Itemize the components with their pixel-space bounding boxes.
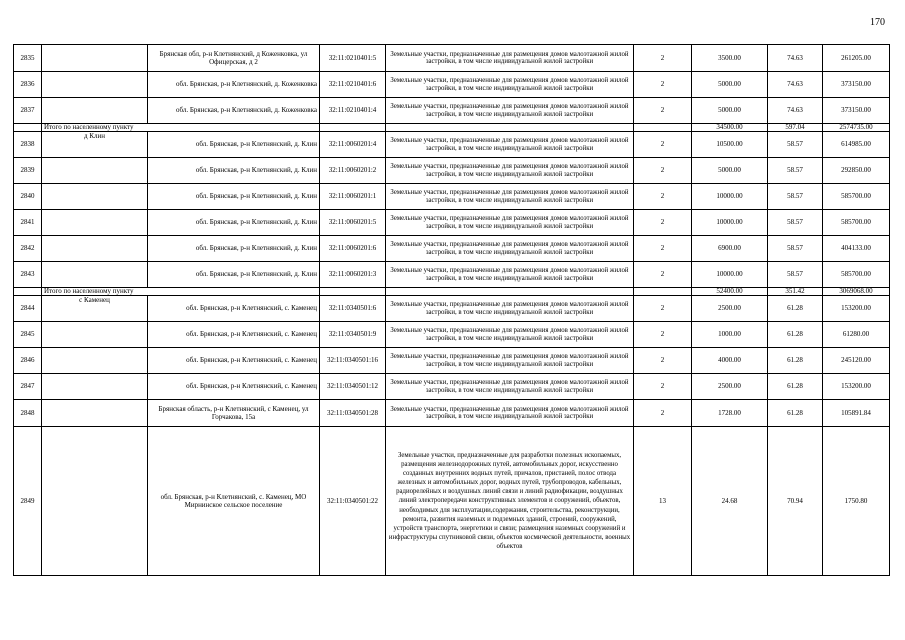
land-use: Земельные участки, предназначенные для размещения домов малоэтажной жилой застройки, в том числе индивидуальной жилой застройки bbox=[386, 322, 634, 348]
page-number: 170 bbox=[870, 17, 885, 28]
land-use: Земельные участки, предназначенные для размещения домов малоэтажной жилой застройки, в том числе индивидуальной жилой застройки bbox=[386, 210, 634, 236]
address: обл. Брянская, р-н Клетнянский, д. Коженковка bbox=[148, 98, 320, 124]
table-row bbox=[14, 296, 890, 322]
land-use-cell bbox=[386, 124, 634, 132]
row-number: 2846 bbox=[14, 348, 42, 374]
rate: 61.28 bbox=[768, 374, 823, 400]
rate: 58.57 bbox=[768, 158, 823, 184]
cadastral-number: 32:11:0340501:12 bbox=[320, 374, 386, 400]
group-cell bbox=[634, 124, 692, 132]
total-area: 34500.00 bbox=[692, 124, 768, 132]
rate: 74.63 bbox=[768, 98, 823, 124]
cadastral-value: 585700.00 bbox=[823, 210, 890, 236]
total-value: 2574735.00 bbox=[823, 124, 890, 132]
land-use: Земельные участки, предназначенные для размещения домов малоэтажной жилой застройки, в том числе индивидуальной жилой застройки bbox=[386, 98, 634, 124]
group-number: 2 bbox=[634, 348, 692, 374]
settlement-name bbox=[42, 400, 148, 427]
address: обл. Брянская, р-н Клетнянский, с. Каменец bbox=[148, 296, 320, 322]
address: обл. Брянская, р-н Клетнянский, с. Каменец bbox=[148, 348, 320, 374]
cadastral-number: 32:11:0060201:4 bbox=[320, 132, 386, 158]
rate: 61.28 bbox=[768, 348, 823, 374]
settlement-name bbox=[42, 158, 148, 184]
land-use: Земельные участки, предназначенные для размещения домов малоэтажной жилой застройки, в том числе индивидуальной жилой застройки bbox=[386, 400, 634, 427]
land-use: Земельные участки, предназначенные для размещения домов малоэтажной жилой застройки, в том числе индивидуальной жилой застройки bbox=[386, 262, 634, 288]
total-rate: 597.04 bbox=[768, 124, 823, 132]
row-number: 2839 bbox=[14, 158, 42, 184]
cadastral-number: 32:11:0060201:2 bbox=[320, 158, 386, 184]
row-number: 2847 bbox=[14, 374, 42, 400]
address: обл. Брянская, р-н Клетнянский, с. Каменец bbox=[148, 374, 320, 400]
total-rate: 351.42 bbox=[768, 288, 823, 296]
group-number: 2 bbox=[634, 72, 692, 98]
rate: 58.57 bbox=[768, 236, 823, 262]
cadastral-number: 32:11:0060201:1 bbox=[320, 184, 386, 210]
rate: 58.57 bbox=[768, 262, 823, 288]
group-number: 2 bbox=[634, 262, 692, 288]
address: обл. Брянская, р-н Клетнянский, д. Клин bbox=[148, 184, 320, 210]
address: обл. Брянская, р-н Клетнянский, с. Каменец bbox=[148, 322, 320, 348]
total-label: Итого по населенному пункту bbox=[42, 124, 320, 132]
table-row bbox=[14, 400, 890, 427]
table-body bbox=[14, 45, 890, 576]
group-number: 2 bbox=[634, 98, 692, 124]
group-number: 2 bbox=[634, 400, 692, 427]
cadastral-value: 1750.80 bbox=[823, 427, 890, 576]
group-number: 2 bbox=[634, 210, 692, 236]
land-use: Земельные участки, предназначенные для размещения домов малоэтажной жилой застройки, в том числе индивидуальной жилой застройки bbox=[386, 348, 634, 374]
area: 2500.00 bbox=[692, 374, 768, 400]
cadastral-value: 585700.00 bbox=[823, 184, 890, 210]
cadastral-value: 261205.00 bbox=[823, 45, 890, 72]
table-row bbox=[14, 322, 890, 348]
group-number: 2 bbox=[634, 236, 692, 262]
settlement-name bbox=[42, 348, 148, 374]
area: 1728.00 bbox=[692, 400, 768, 427]
rate: 58.57 bbox=[768, 132, 823, 158]
cadastral-number: 32:11:0340501:16 bbox=[320, 348, 386, 374]
cadastral-number: 32:11:0340501:28 bbox=[320, 400, 386, 427]
address: обл. Брянская, р-н Клетнянский, д. Коженковка bbox=[148, 72, 320, 98]
settlement-name: д Клин bbox=[42, 132, 148, 158]
settlement-name bbox=[42, 427, 148, 576]
row-number: 2849 bbox=[14, 427, 42, 576]
rate: 74.63 bbox=[768, 72, 823, 98]
rate: 61.28 bbox=[768, 296, 823, 322]
cadastral-value: 105891.84 bbox=[823, 400, 890, 427]
cadastral-value: 153200.00 bbox=[823, 374, 890, 400]
settlement-name bbox=[42, 72, 148, 98]
group-number: 2 bbox=[634, 296, 692, 322]
cadastral-number: 32:11:0340501:9 bbox=[320, 322, 386, 348]
settlement-name bbox=[42, 374, 148, 400]
rate: 58.57 bbox=[768, 184, 823, 210]
cadastral-number-cell bbox=[320, 288, 386, 296]
cadastral-value: 404133.00 bbox=[823, 236, 890, 262]
row-number: 2840 bbox=[14, 184, 42, 210]
address: обл. Брянская, р-н Клетнянский, д. Клин bbox=[148, 210, 320, 236]
table-row bbox=[14, 262, 890, 288]
table-row bbox=[14, 348, 890, 374]
total-label: Итого по населенному пункту bbox=[42, 288, 320, 296]
row-number-cell bbox=[14, 288, 42, 296]
row-number: 2843 bbox=[14, 262, 42, 288]
cadastral-value: 585700.00 bbox=[823, 262, 890, 288]
settlement-name bbox=[42, 236, 148, 262]
area: 5000.00 bbox=[692, 72, 768, 98]
table-row bbox=[14, 236, 890, 262]
cadastral-number: 32:11:0210401:6 bbox=[320, 72, 386, 98]
area: 10500.00 bbox=[692, 132, 768, 158]
group-number: 2 bbox=[634, 158, 692, 184]
cadastral-value: 153200.00 bbox=[823, 296, 890, 322]
area: 24.68 bbox=[692, 427, 768, 576]
area: 10000.00 bbox=[692, 210, 768, 236]
address: обл. Брянская, р-н Клетнянский, д. Клин bbox=[148, 236, 320, 262]
cadastral-number-cell bbox=[320, 124, 386, 132]
land-use-cell bbox=[386, 288, 634, 296]
settlement-name bbox=[42, 98, 148, 124]
area: 5000.00 bbox=[692, 158, 768, 184]
total-area: 52400.00 bbox=[692, 288, 768, 296]
area: 2500.00 bbox=[692, 296, 768, 322]
address: обл. Брянская, р-н Клетнянский, д. Клин bbox=[148, 132, 320, 158]
cadastral-value: 61280.00 bbox=[823, 322, 890, 348]
table-row bbox=[14, 184, 890, 210]
land-use: Земельные участки, предназначенные для размещения домов малоэтажной жилой застройки, в том числе индивидуальной жилой застройки bbox=[386, 236, 634, 262]
table-row bbox=[14, 210, 890, 236]
address: обл. Брянская, р-н Клетнянский, с. Каменец, МО Мирнинское сельское поселение bbox=[148, 427, 320, 576]
group-number: 2 bbox=[634, 184, 692, 210]
row-number: 2841 bbox=[14, 210, 42, 236]
area: 10000.00 bbox=[692, 262, 768, 288]
land-use: Земельные участки, предназначенные для размещения домов малоэтажной жилой застройки, в том числе индивидуальной жилой застройки bbox=[386, 72, 634, 98]
row-number: 2845 bbox=[14, 322, 42, 348]
group-number: 2 bbox=[634, 132, 692, 158]
total-row bbox=[14, 124, 890, 132]
area: 6900.00 bbox=[692, 236, 768, 262]
table-row bbox=[14, 45, 890, 72]
cadastral-number: 32:11:0340501:22 bbox=[320, 427, 386, 576]
cadastral-value: 292850.00 bbox=[823, 158, 890, 184]
area: 1000.00 bbox=[692, 322, 768, 348]
rate: 61.28 bbox=[768, 400, 823, 427]
total-row bbox=[14, 288, 890, 296]
area: 3500.00 bbox=[692, 45, 768, 72]
rate: 61.28 bbox=[768, 322, 823, 348]
cadastral-number: 32:11:0060201:6 bbox=[320, 236, 386, 262]
table-row bbox=[14, 374, 890, 400]
address: обл. Брянская, р-н Клетнянский, д. Клин bbox=[148, 262, 320, 288]
table-row bbox=[14, 132, 890, 158]
table-row bbox=[14, 98, 890, 124]
cadastral-number: 32:11:0060201:3 bbox=[320, 262, 386, 288]
address: обл. Брянская, р-н Клетнянский, д. Клин bbox=[148, 158, 320, 184]
land-use: Земельные участки, предназначенные для размещения домов малоэтажной жилой застройки, в том числе индивидуальной жилой застройки bbox=[386, 374, 634, 400]
row-number: 2848 bbox=[14, 400, 42, 427]
rate: 70.94 bbox=[768, 427, 823, 576]
area: 4000.00 bbox=[692, 348, 768, 374]
rate: 74.63 bbox=[768, 45, 823, 72]
row-number: 2844 bbox=[14, 296, 42, 322]
group-number: 2 bbox=[634, 322, 692, 348]
cadastral-number: 32:11:0340501:6 bbox=[320, 296, 386, 322]
cadastral-value: 245120.00 bbox=[823, 348, 890, 374]
row-number: 2835 bbox=[14, 45, 42, 72]
rate: 58.57 bbox=[768, 210, 823, 236]
cadastral-number: 32:11:0060201:5 bbox=[320, 210, 386, 236]
land-use: Земельные участки, предназначенные для размещения домов малоэтажной жилой застройки, в том числе индивидуальной жилой застройки bbox=[386, 158, 634, 184]
area: 10000.00 bbox=[692, 184, 768, 210]
land-use: Земельные участки, предназначенные для размещения домов малоэтажной жилой застройки, в том числе индивидуальной жилой застройки bbox=[386, 184, 634, 210]
address: Брянская область, р-н Клетнянский, с Каменец, ул Горчакова, 15а bbox=[148, 400, 320, 427]
address: Брянская обл, р-н Клетнянский, д Коженковка, ул Офицерская, д 2 bbox=[148, 45, 320, 72]
table-row bbox=[14, 72, 890, 98]
cadastral-value: 373150.00 bbox=[823, 72, 890, 98]
row-number: 2836 bbox=[14, 72, 42, 98]
cadastral-value: 373150.00 bbox=[823, 98, 890, 124]
settlement-name: с Каменец bbox=[42, 296, 148, 322]
row-number: 2838 bbox=[14, 132, 42, 158]
cadastral-value-table bbox=[13, 44, 890, 576]
cadastral-number: 32:11:0210401:5 bbox=[320, 45, 386, 72]
group-cell bbox=[634, 288, 692, 296]
cadastral-value: 614985.00 bbox=[823, 132, 890, 158]
group-number: 2 bbox=[634, 374, 692, 400]
settlement-name bbox=[42, 262, 148, 288]
table-row bbox=[14, 158, 890, 184]
area: 5000.00 bbox=[692, 98, 768, 124]
cadastral-number: 32:11:0210401:4 bbox=[320, 98, 386, 124]
total-value: 3069068.00 bbox=[823, 288, 890, 296]
group-number: 2 bbox=[634, 45, 692, 72]
land-use: Земельные участки, предназначенные для размещения домов малоэтажной жилой застройки, в том числе индивидуальной жилой застройки bbox=[386, 296, 634, 322]
table-row bbox=[14, 427, 890, 576]
group-number: 13 bbox=[634, 427, 692, 576]
settlement-name bbox=[42, 322, 148, 348]
land-use: Земельные участки, предназначенные для размещения домов малоэтажной жилой застройки, в том числе индивидуальной жилой застройки bbox=[386, 132, 634, 158]
settlement-name bbox=[42, 45, 148, 72]
settlement-name bbox=[42, 184, 148, 210]
land-use: Земельные участки, предназначенные для размещения домов малоэтажной жилой застройки, в том числе индивидуальной жилой застройки bbox=[386, 45, 634, 72]
settlement-name bbox=[42, 210, 148, 236]
land-use: Земельные участки, предназначенные для разработки полезных ископаемых, размещения железнодорожных путей, автомобильных дорог, искусственно созданных внутренних водных путей, причалов, пристаней, полос отвода железных и автомобильных дорог, водных путей, трубопроводов, кабельных, радиорелейных и воздушных линий связи и линий радиофикации, воздушных линий электропередачи конструктивных элементов и сооружений, объектов, необходимых для эксплуатации,содержания, строительства, реконструкции, ремонта, развития наземных и подземных зданий, строений, сооружений, устройств транспорта, энергетики и связи; размещения наземных сооружений и инфраструктуры спутниковой связи, объектов космической деятельности, военных объектов bbox=[386, 427, 634, 576]
row-number: 2837 bbox=[14, 98, 42, 124]
row-number-cell bbox=[14, 124, 42, 132]
row-number: 2842 bbox=[14, 236, 42, 262]
